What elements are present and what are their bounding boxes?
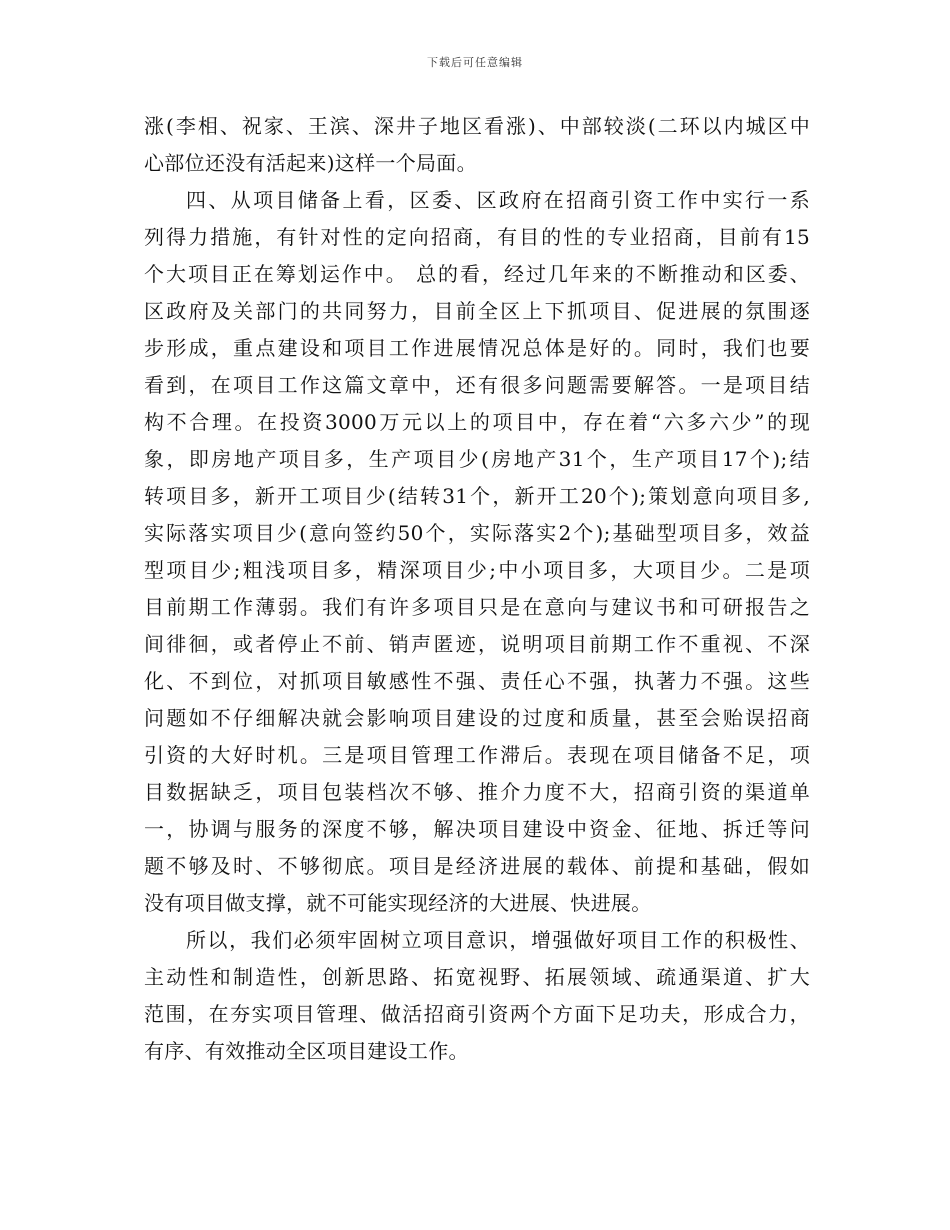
text-line: 象，即房地产项目多，生产项目少(房地产31个，生产项目17个);结: [144, 447, 810, 471]
text-line: 问题如不仔细解决就会影响项目建设的过度和质量，甚至会贻误招商: [144, 706, 810, 730]
text-line: 有序、有效推动全区项目建设工作。: [144, 1039, 469, 1063]
text-line: 转项目多，新开工项目少(结转31个，新开工20个);策划意向项目多,: [144, 484, 810, 508]
text-line: 范围，在夯实项目管理、做活招商引资两个方面下足功夫，形成合力，: [144, 1002, 810, 1026]
text-line: 引资的大好时机。三是项目管理工作滞后。表现在项目储备不足，项: [144, 743, 810, 767]
text-line: 型项目少;粗浅项目多，精深项目少;中小项目多，大项目少。二是项: [144, 558, 810, 582]
text-line: 间徘徊，或者停止不前、销声匿迹，说明项目前期工作不重视、不深: [144, 632, 810, 656]
text-line: 没有项目做支撑，就不可能实现经济的大进展、快进展。: [144, 891, 652, 915]
text-line: 主动性和制造性，创新思路、拓宽视野、拓展领域、疏通渠道、扩大: [144, 965, 810, 989]
paragraph-start-line: 四、从项目储备上看，区委、区政府在招商引资工作中实行一系: [186, 188, 810, 212]
text-line: 看到，在项目工作这篇文章中，还有很多问题需要解答。一是项目结: [144, 373, 810, 397]
text-line: 目前期工作薄弱。我们有许多项目只是在意向与建议书和可研报告之: [144, 595, 810, 619]
page-header: 下载后可任意编辑: [427, 56, 523, 69]
text-line: 题不够及时、不够彻底。项目是经济进展的载体、前提和基础，假如: [144, 854, 810, 878]
text-line: 涨(李相、祝家、王滨、深井子地区看涨)、中部较淡(二环以内城区中: [144, 114, 810, 138]
text-line: 构不合理。在投资3000万元以上的项目中，存在着“六多六少”的现: [144, 410, 810, 434]
text-line: 一，协调与服务的深度不够，解决项目建设中资金、征地、拆迁等问: [144, 817, 810, 841]
text-line: 列得力措施，有针对性的定向招商，有目的性的专业招商，目前有15: [144, 225, 810, 249]
text-line: 目数据缺乏，项目包装档次不够、推介力度不大，招商引资的渠道单: [144, 780, 810, 804]
document-body: [144, 108, 810, 1070]
text-line: 心部位还没有活起来)这样一个局面。: [144, 151, 477, 175]
text-line: 实际落实项目少(意向签约50个，实际落实2个);基础型项目多，效益: [144, 521, 810, 545]
text-line: 化、不到位，对抓项目敏感性不强、责任心不强，执著力不强。这些: [144, 669, 810, 693]
paragraph-start-line: 所以，我们必须牢固树立项目意识，增强做好项目工作的积极性、: [186, 928, 810, 952]
text-line: 个大项目正在筹划运作中。 总的看，经过几年来的不断推动和区委、: [144, 262, 810, 286]
text-line: 区政府及关部门的共同努力，目前全区上下抓项目、促进展的氛围逐: [144, 299, 810, 323]
text-line: 步形成，重点建设和项目工作进展情况总体是好的。同时，我们也要: [144, 336, 810, 360]
